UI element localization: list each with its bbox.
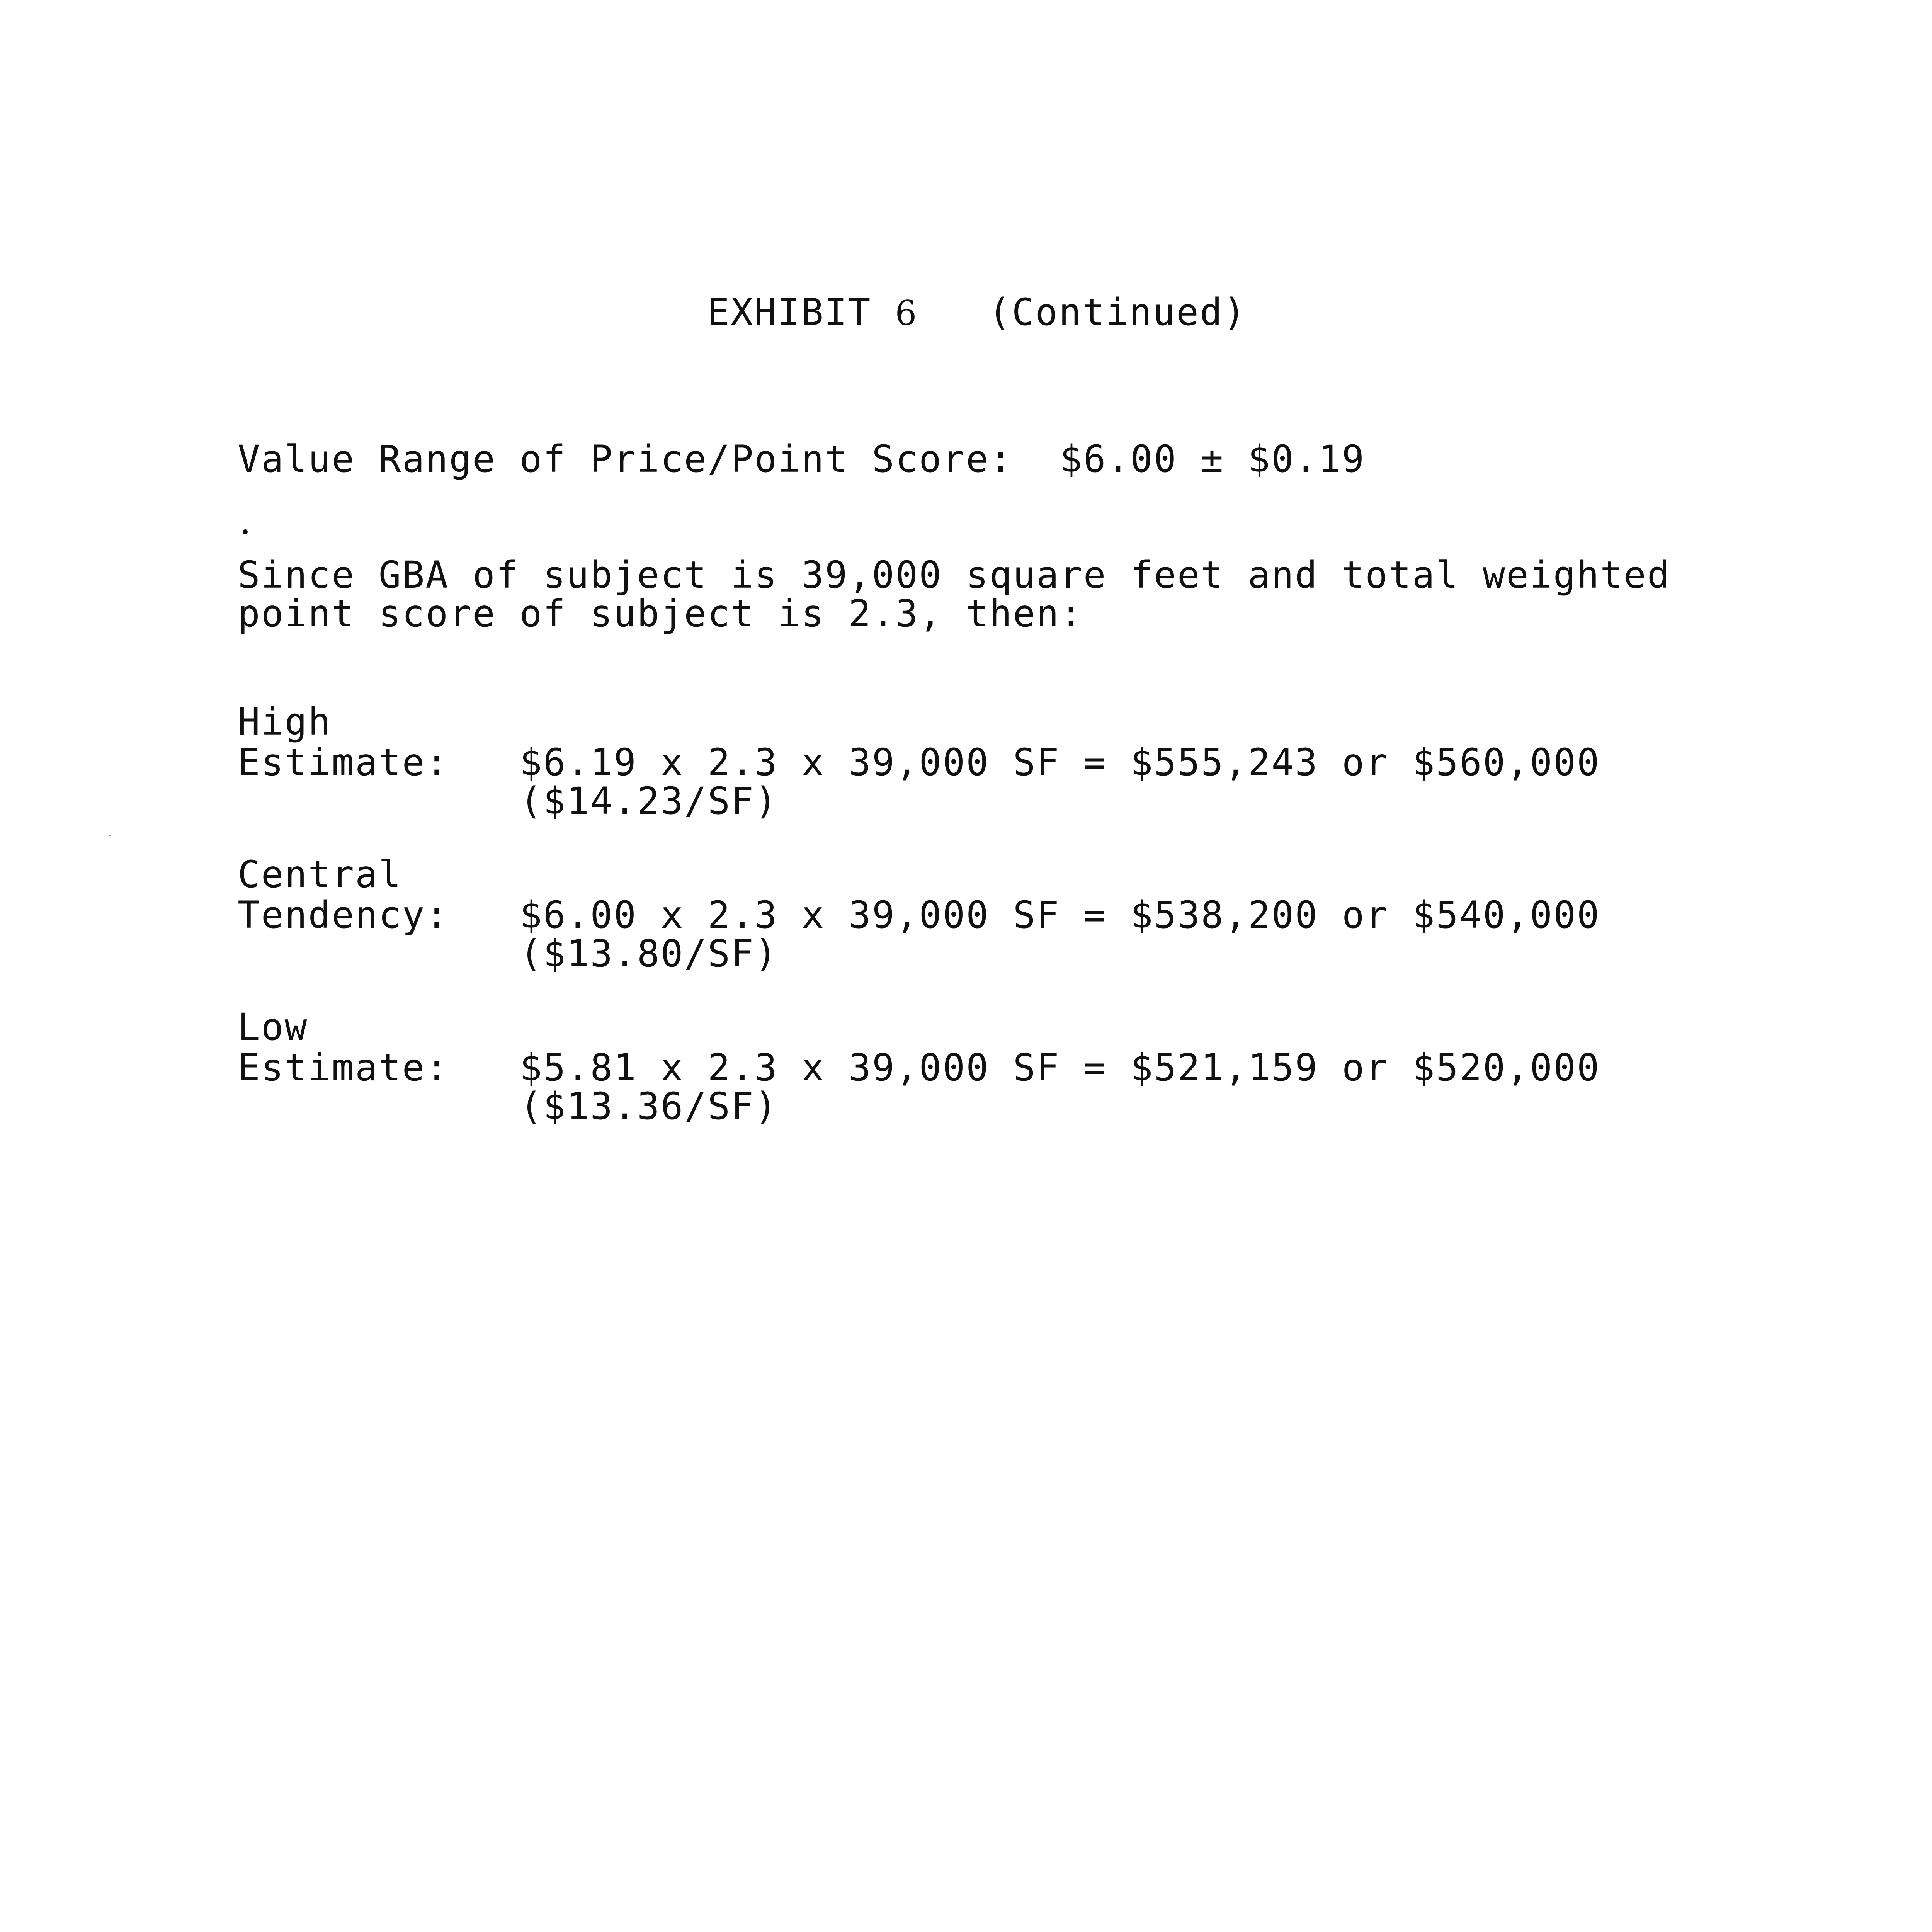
page-title	[707, 291, 1247, 334]
high-estimate-label-line-1: High	[238, 700, 332, 743]
stray-mark	[243, 529, 248, 534]
exhibit-suffix: (Continued)	[988, 291, 1247, 334]
value-range-line: Value Range of Price/Point Score: $6.00 ± $0.19	[238, 437, 1366, 481]
high-estimate-formula: $6.19 x 2.3 x 39,000 SF = $555,243 or $560,000	[520, 741, 1600, 784]
high-estimate-label-line-2: Estimate:	[238, 741, 449, 784]
margin-speck	[109, 835, 111, 836]
central-tendency-per-sf: ($13.80/SF)	[520, 932, 778, 975]
central-tendency-label-line-1: Central	[238, 853, 402, 896]
exhibit-number: 6	[895, 293, 918, 333]
since-paragraph-line-1: Since GBA of subject is 39,000 square feet and total weighted	[238, 553, 1671, 597]
central-tendency-formula: $6.00 x 2.3 x 39,000 SF = $538,200 or $540,000	[520, 893, 1600, 937]
central-tendency-label-line-2: Tendency:	[238, 893, 449, 937]
exhibit-title: EXHIBIT	[707, 291, 872, 334]
low-estimate-formula: $5.81 x 2.3 x 39,000 SF = $521,159 or $520,000	[520, 1046, 1600, 1089]
low-estimate-per-sf: ($13.36/SF)	[520, 1085, 778, 1128]
high-estimate-per-sf: ($14.23/SF)	[520, 779, 778, 823]
since-paragraph-line-2: point score of subject is 2.3, then:	[238, 592, 1083, 635]
low-estimate-label-line-2: Estimate:	[238, 1046, 449, 1089]
low-estimate-label-line-1: Low	[238, 1005, 308, 1049]
